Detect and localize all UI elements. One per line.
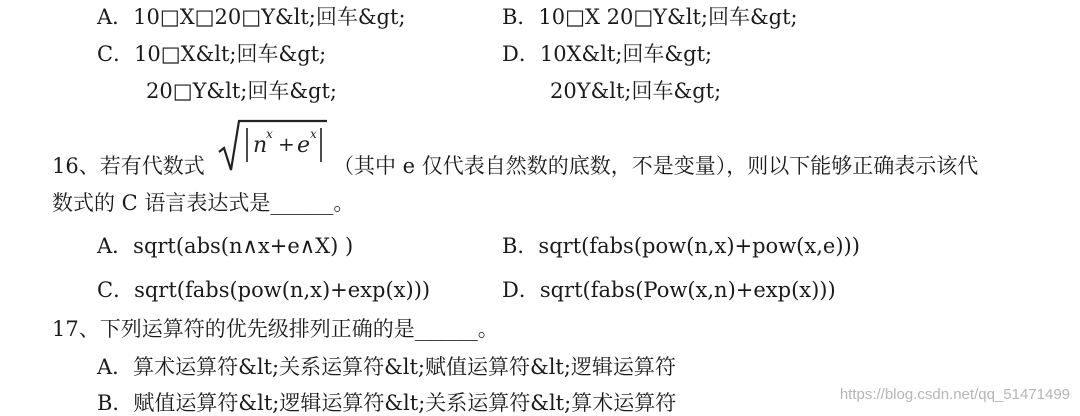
formula-svg [217,118,329,174]
q17-option-a: A．算术运算符&lt;关系运算符&lt;赋值运算符&lt;逻辑运算符 [97,355,676,379]
q16-option-d: D．sqrt(fabs(Pow(x,n)+exp(x))) [502,278,836,302]
q16-option-b: B．sqrt(fabs(pow(n,x)+pow(x,e))) [502,234,860,258]
formula-exp-x2: x [310,127,317,141]
q17-stem: 17、下列运算符的优先级排列正确的是______。 [52,317,499,341]
formula-exp-x1: x [266,127,273,141]
formula-plus: + [278,132,295,156]
q16-option-a: A．sqrt(abs(n∧x+e∧X) ) [97,234,354,258]
q15-option-d-line1: D．10X&lt;回车&gt; [502,42,713,66]
watermark-url: https://blog.csdn.net/qq_51471499 [839,386,1070,403]
q16-stem-lead: 16、若有代数式 [52,154,205,178]
q16-stem-line2: 数式的 C 语言表达式是______。 [52,191,355,215]
q15-option-c-line2: 20□Y&lt;回车&gt; [146,79,337,103]
formula-base-e: e [297,133,311,158]
q16-option-c: C．sqrt(fabs(pow(n,x)+exp(x))) [97,278,431,302]
q15-option-b: B．10□X 20□Y&lt;回车&gt; [502,5,798,29]
q15-option-a: A．10□X□20□Y&lt;回车&gt; [97,5,406,29]
q15-option-c-line1: C．10□X&lt;回车&gt; [97,42,327,66]
formula-base-n: n [253,133,268,158]
q16-stem-rest: （其中 e 仅代表自然数的底数，不是变量），则以下能够正确表示该代 [333,154,979,178]
q17-option-b: B．赋值运算符&lt;逻辑运算符&lt;关系运算符&lt;算术运算符 [97,391,677,415]
q15-option-d-line2: 20Y&lt;回车&gt; [550,79,722,103]
sqrt-abs-formula-image [217,118,329,174]
